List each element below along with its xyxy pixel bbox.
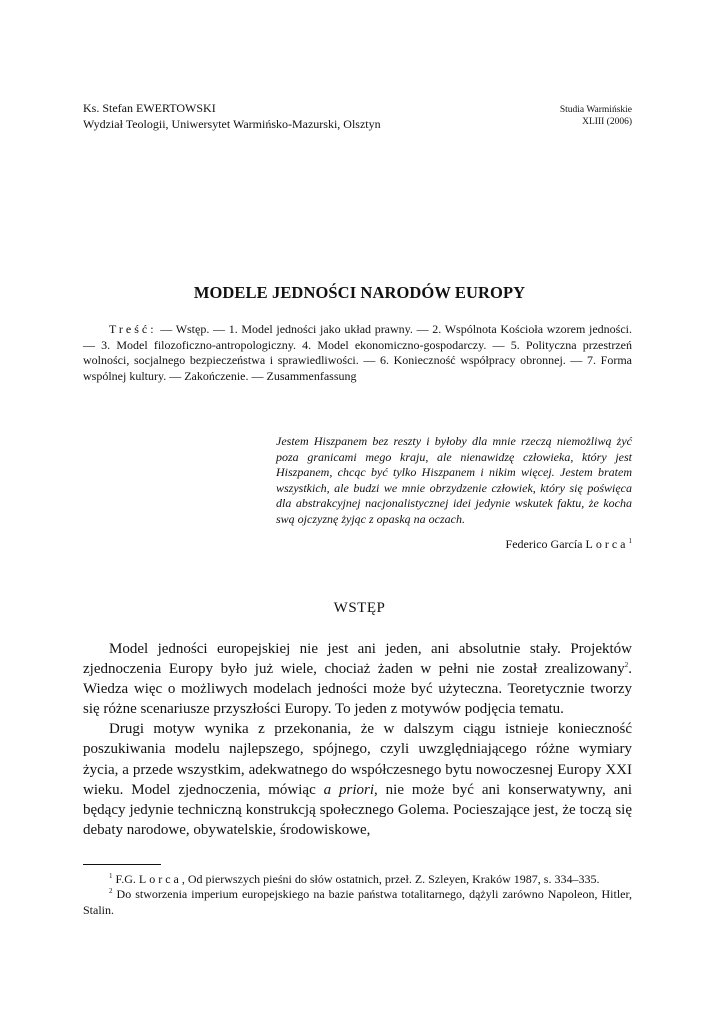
footnote-1-author-initials: F.G. [115,872,136,886]
paragraph-2-text-a: Drugi motyw wynika z przekonania, że w dalszym ciągu istnieje konieczność poszukiwania modelu najlepszego, spójnego, czyli uwzględniającego różne wymiary życia, a przede wszystkim, adekwatnego do współczesnego bytu nowoczesnej Europy XXI wieku. Model zjednoczenia, mówiąc [83,721,632,798]
footnote-separator [83,864,161,865]
epigraph-author-first: Federico García [505,537,583,551]
body-text [83,639,632,840]
footnote-1-mark: 1 [109,872,113,880]
footnote-2-mark: 2 [109,887,113,896]
article-header-author [83,100,381,132]
footnote-2-text: Do stworzenia imperium europejskiego na bazie państwa totalitarnego, dążyli zarówno Napoleon, Hitler, Stalin. [83,887,632,917]
paragraph-2-italic: a priori [323,781,375,798]
section-heading: WSTĘP [333,600,386,616]
footnote-1-text: , Od pierwszych pieśni do słów ostatnich, przeł. Z. Szleyen, Kraków 1987, s. 334–335. [181,872,600,886]
journal-volume: XLIII (2006) [582,117,632,127]
footnote-ref-2: 2 [624,661,629,670]
paragraph-1-text-a: Model jedności europejskiej nie jest ani jeden, ani absolutnie stały. Projektów zjednoczenia Europy było już wiele, chociaż żaden w pełni nie został zrealizowany [83,641,632,678]
contents-label: Treść: [109,322,157,336]
paragraph-1-text-b: . Wiedza więc o możliwych modelach jedności może być użyteczna. Teoretycznie tworzy się różne scenariusze przyszłości Europy. To jeden z motywów podjęcia tematu. [83,661,632,718]
paragraph-1 [83,639,632,719]
epigraph-attribution [506,537,632,552]
journal-info [560,104,632,128]
author-name: Ks. Stefan EWERTOWSKI [83,101,216,115]
article-title: MODELE JEDNOŚCI NARODÓW EUROPY [193,283,526,302]
table-of-contents [83,322,632,384]
footnote-1 [83,872,632,887]
contents-text: — Wstęp. — 1. Model jedności jako układ prawny. — 2. Wspólnota Kościoła wzorem jedności. — 3. Model filozoficzno-antropologiczny. 4. Model ekonomiczno-gospodarczy. — 5. Polityczna przestrzeń wolności, socjalnego bezpieczeństwa i sprawiedliwości. — 6. Konieczność współpracy obronnej. — 7. Forma wspólnej kultury. — Zakończenie. — Zusammenfassung [83,322,632,383]
author-affiliation: Wydział Teologii, Uniwersytet Warmińsko-Mazurski, Olsztyn [83,117,381,131]
footnote-2 [83,887,632,918]
paragraph-2-text-b: , nie może być ani konserwatywny, ani będący jedynie techniczną konstrukcją społecznego Golema. Pocieszające jest, że toczą się debaty narodowe, obywatelskie, środowiskowe, [83,781,632,838]
footnote-ref-1: 1 [628,537,632,545]
paragraph-2 [83,719,632,840]
footnotes [83,872,632,918]
journal-name: Studia Warmińskie [559,105,632,115]
epigraph-author-last: Lorca [585,537,629,551]
footnote-1-author-last: Lorca [138,872,182,886]
epigraph-quote: Jestem Hiszpanem bez reszty i byłoby dla mnie rzeczą niemożliwą żyć poza granicami mego kraju, ale nienawidzę człowieka, który jest Hiszpanem, chcąc być tylko Hiszpanem i nikim więcej. Jestem bratem wszystkich, ale budzi we mnie obrzydzenie człowiek, który się poświęca dla abstrakcyjnej nacjonalistycznej idei jedynie wskutek faktu, że kocha swą ojczyznę żyjąc z opaską na oczach. [276,434,632,526]
